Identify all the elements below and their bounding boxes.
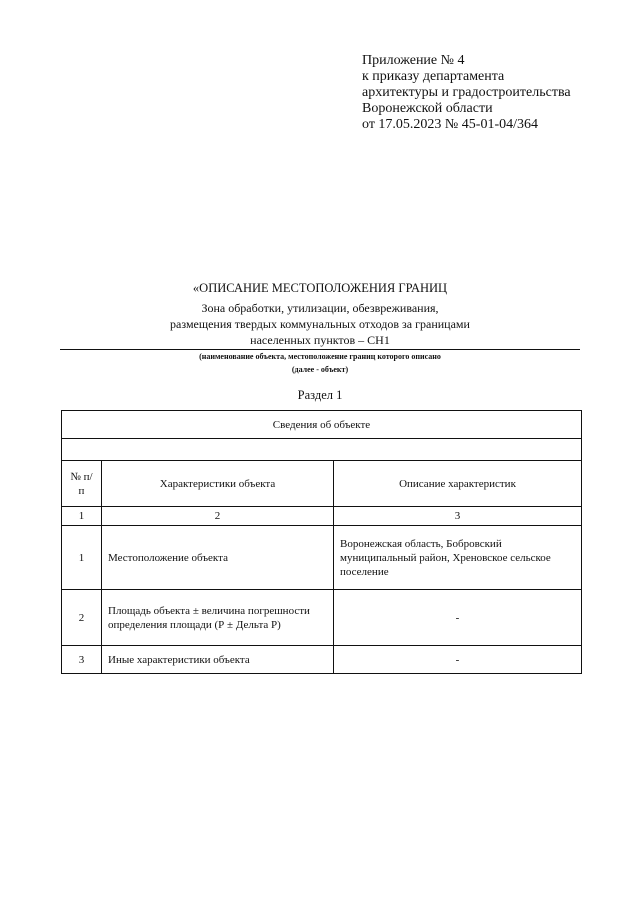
row-description: - [334, 590, 582, 646]
row-number: 3 [62, 646, 102, 674]
column-header-number: № п/п [62, 461, 102, 507]
appendix-line: архитектуры и градостроительства [362, 85, 571, 100]
row-description: Воронежская область, Бобровский муниципальный район, Хреновское сельское поселение [334, 526, 582, 590]
object-name-line: размещения твердых коммунальных отходов за границами [170, 317, 470, 331]
column-header-characteristics: Характеристики объекта [102, 461, 334, 507]
column-header-description: Описание характеристик [334, 461, 582, 507]
column-number: 2 [102, 507, 334, 526]
row-number: 2 [62, 590, 102, 646]
table-spacer-row [62, 439, 582, 461]
object-info-table [61, 410, 582, 674]
appendix-line: Приложение № 4 [362, 53, 465, 68]
section-label: Раздел 1 [297, 388, 343, 402]
appendix-header [362, 53, 571, 133]
appendix-line: к приказу департамента [362, 69, 505, 84]
table-row [62, 646, 582, 674]
row-characteristic: Площадь объекта ± величина погрешности определения площади (Р ± Дельта Р) [102, 590, 334, 646]
table-heading: Сведения об объекте [62, 411, 582, 439]
caption-line: (наименование объекта, местоположение границ которого описано [199, 352, 441, 361]
row-number: 1 [62, 526, 102, 590]
row-characteristic: Иные характеристики объекта [102, 646, 334, 674]
table-row [62, 526, 582, 590]
object-name-line: Зона обработки, утилизации, обезвреживания, [201, 301, 439, 315]
appendix-line: от 17.05.2023 № 45-01-04/364 [362, 117, 539, 132]
column-number: 3 [334, 507, 582, 526]
column-number: 1 [62, 507, 102, 526]
row-characteristic: Местоположение объекта [102, 526, 334, 590]
row-description: - [334, 646, 582, 674]
caption-line: (далее - объект) [291, 365, 349, 374]
document-title: «ОПИСАНИЕ МЕСТОПОЛОЖЕНИЯ ГРАНИЦ [192, 281, 448, 295]
object-name-line: населенных пунктов – СН1 [250, 333, 390, 347]
document-title-block [60, 280, 580, 376]
table-row [62, 590, 582, 646]
appendix-line: Воронежской области [362, 101, 493, 116]
